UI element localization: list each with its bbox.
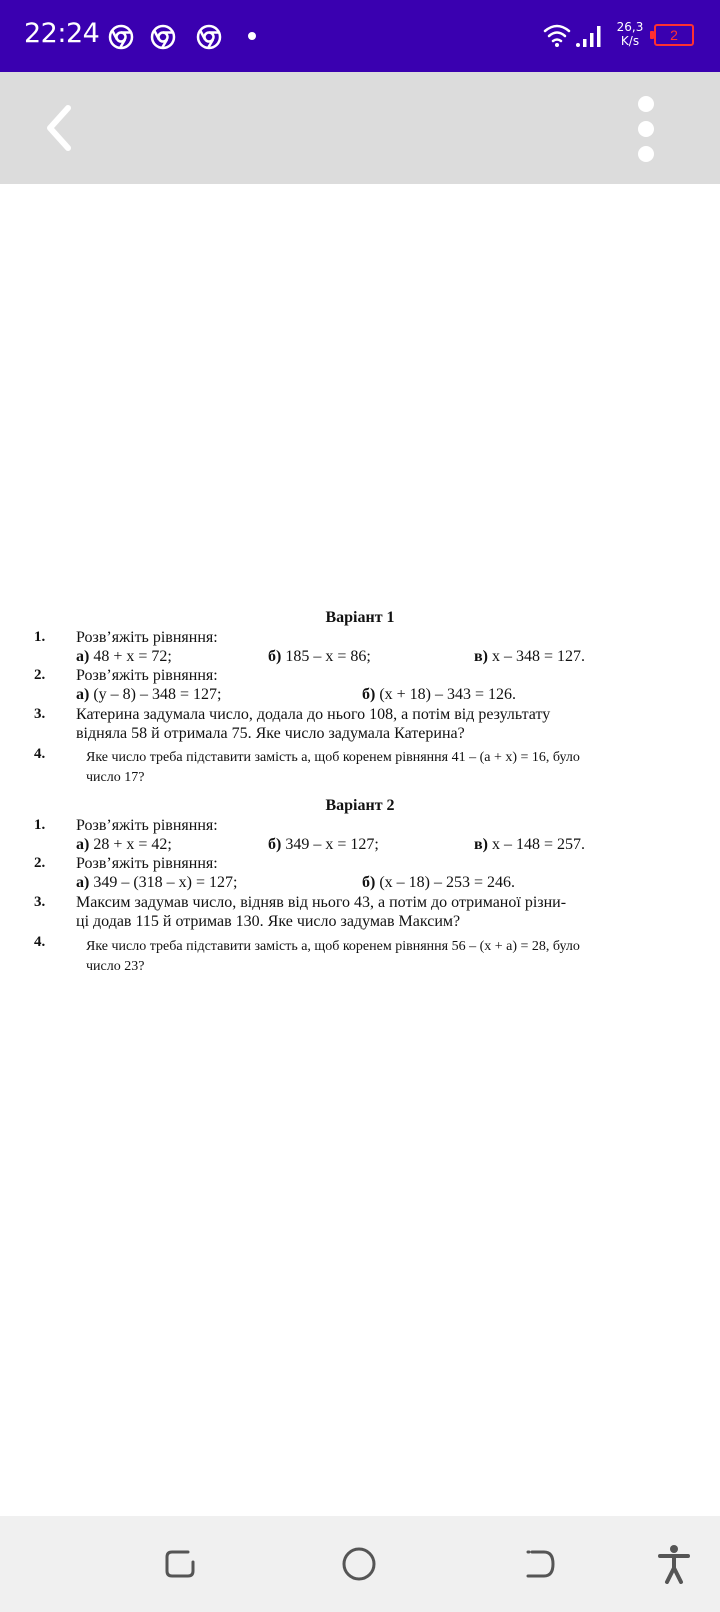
navigation-bar [0, 1516, 720, 1612]
task-number: 3. [34, 706, 46, 722]
equation-c-text: x – 348 = 127. [491, 648, 585, 665]
back-icon[interactable] [522, 1546, 558, 1582]
signal-icon [574, 24, 606, 48]
equation-c-text: x – 148 = 257. [491, 836, 585, 853]
label-a: а) [76, 874, 90, 891]
network-speed [614, 20, 646, 48]
task-number: 2. [34, 667, 46, 683]
equation-a-text: 28 + x = 42; [93, 836, 172, 853]
variant-1-title: Варіант 1 [325, 609, 395, 626]
task-text: відняла 58 й отримала 75. Яке число задумала Катерина? [76, 725, 465, 742]
label-b: б) [362, 686, 376, 703]
task-prompt: Розв’яжіть рівняння: [76, 817, 218, 834]
status-bar [0, 0, 720, 72]
network-speed-unit: K/s [620, 34, 640, 48]
equation-b [362, 874, 515, 892]
status-time: 22:24 [24, 18, 100, 49]
more-vertical-icon[interactable] [636, 96, 656, 162]
task-number: 3. [34, 894, 46, 910]
equation-b-text: 185 – x = 86; [285, 648, 371, 665]
equation-b-text: (x – 18) – 253 = 246. [379, 874, 516, 891]
home-icon[interactable] [341, 1546, 377, 1582]
task-text: Катерина задумала число, додала до нього 108, а потім від результату [76, 706, 551, 723]
equation-b [268, 836, 379, 854]
task-number: 4. [34, 934, 46, 950]
chrome-icon [108, 24, 134, 50]
task-text: число 23? [86, 959, 145, 974]
task-text: Яке число треба підставити замість а, щоб коренем рівняння 41 – (а + х) = 16, було [86, 750, 580, 765]
equation-a-text: (y – 8) – 348 = 127; [93, 686, 222, 703]
equation-c [474, 836, 585, 854]
task-text: Яке число треба підставити замість а, щоб коренем рівняння 56 – (х + а) = 28, було [86, 939, 580, 954]
chrome-icon [150, 24, 176, 50]
chrome-icon [196, 24, 222, 50]
label-c: в) [474, 648, 488, 665]
equation-b-text: (x + 18) – 343 = 126. [379, 686, 517, 703]
task-prompt: Розв’яжіть рівняння: [76, 667, 218, 684]
equation-a [76, 648, 172, 666]
variant-2-title: Варіант 2 [325, 797, 395, 814]
label-b: б) [362, 874, 376, 891]
task-text: Максим задумав число, відняв від нього 43, а потім до отриманої різни- [76, 894, 567, 911]
equation-a [76, 836, 172, 854]
label-a: а) [76, 686, 90, 703]
accessibility-icon[interactable] [656, 1544, 692, 1584]
wifi-icon [542, 22, 572, 48]
equation-b-text: 349 – x = 127; [285, 836, 379, 853]
task-number: 4. [34, 746, 46, 762]
equation-a [76, 874, 237, 892]
equation-c [474, 648, 585, 666]
task-number: 2. [34, 855, 46, 871]
task-number: 1. [34, 629, 46, 645]
equation-b [268, 648, 371, 666]
chevron-left-icon[interactable] [40, 102, 80, 154]
equation-a [76, 686, 221, 704]
recent-apps-icon[interactable] [162, 1546, 198, 1582]
task-number: 1. [34, 817, 46, 833]
label-b: б) [268, 836, 282, 853]
label-c: в) [474, 836, 488, 853]
equation-a-text: 48 + x = 72; [93, 648, 172, 665]
app-bar [0, 72, 720, 184]
task-prompt: Розв’яжіть рівняння: [76, 629, 218, 646]
notification-dot-icon [248, 32, 256, 40]
task-text: число 17? [86, 770, 145, 785]
task-text: ці додав 115 й отримав 130. Яке число задумав Максим? [76, 913, 461, 930]
network-speed-value: 26,3 [616, 20, 644, 34]
equation-b [362, 686, 516, 704]
battery-icon: 2 [654, 24, 694, 46]
equation-a-text: 349 – (318 – x) = 127; [93, 874, 238, 891]
label-b: б) [268, 648, 282, 665]
label-a: а) [76, 648, 90, 665]
task-prompt: Розв’яжіть рівняння: [76, 855, 218, 872]
document-viewer[interactable] [0, 184, 720, 1516]
label-a: а) [76, 836, 90, 853]
